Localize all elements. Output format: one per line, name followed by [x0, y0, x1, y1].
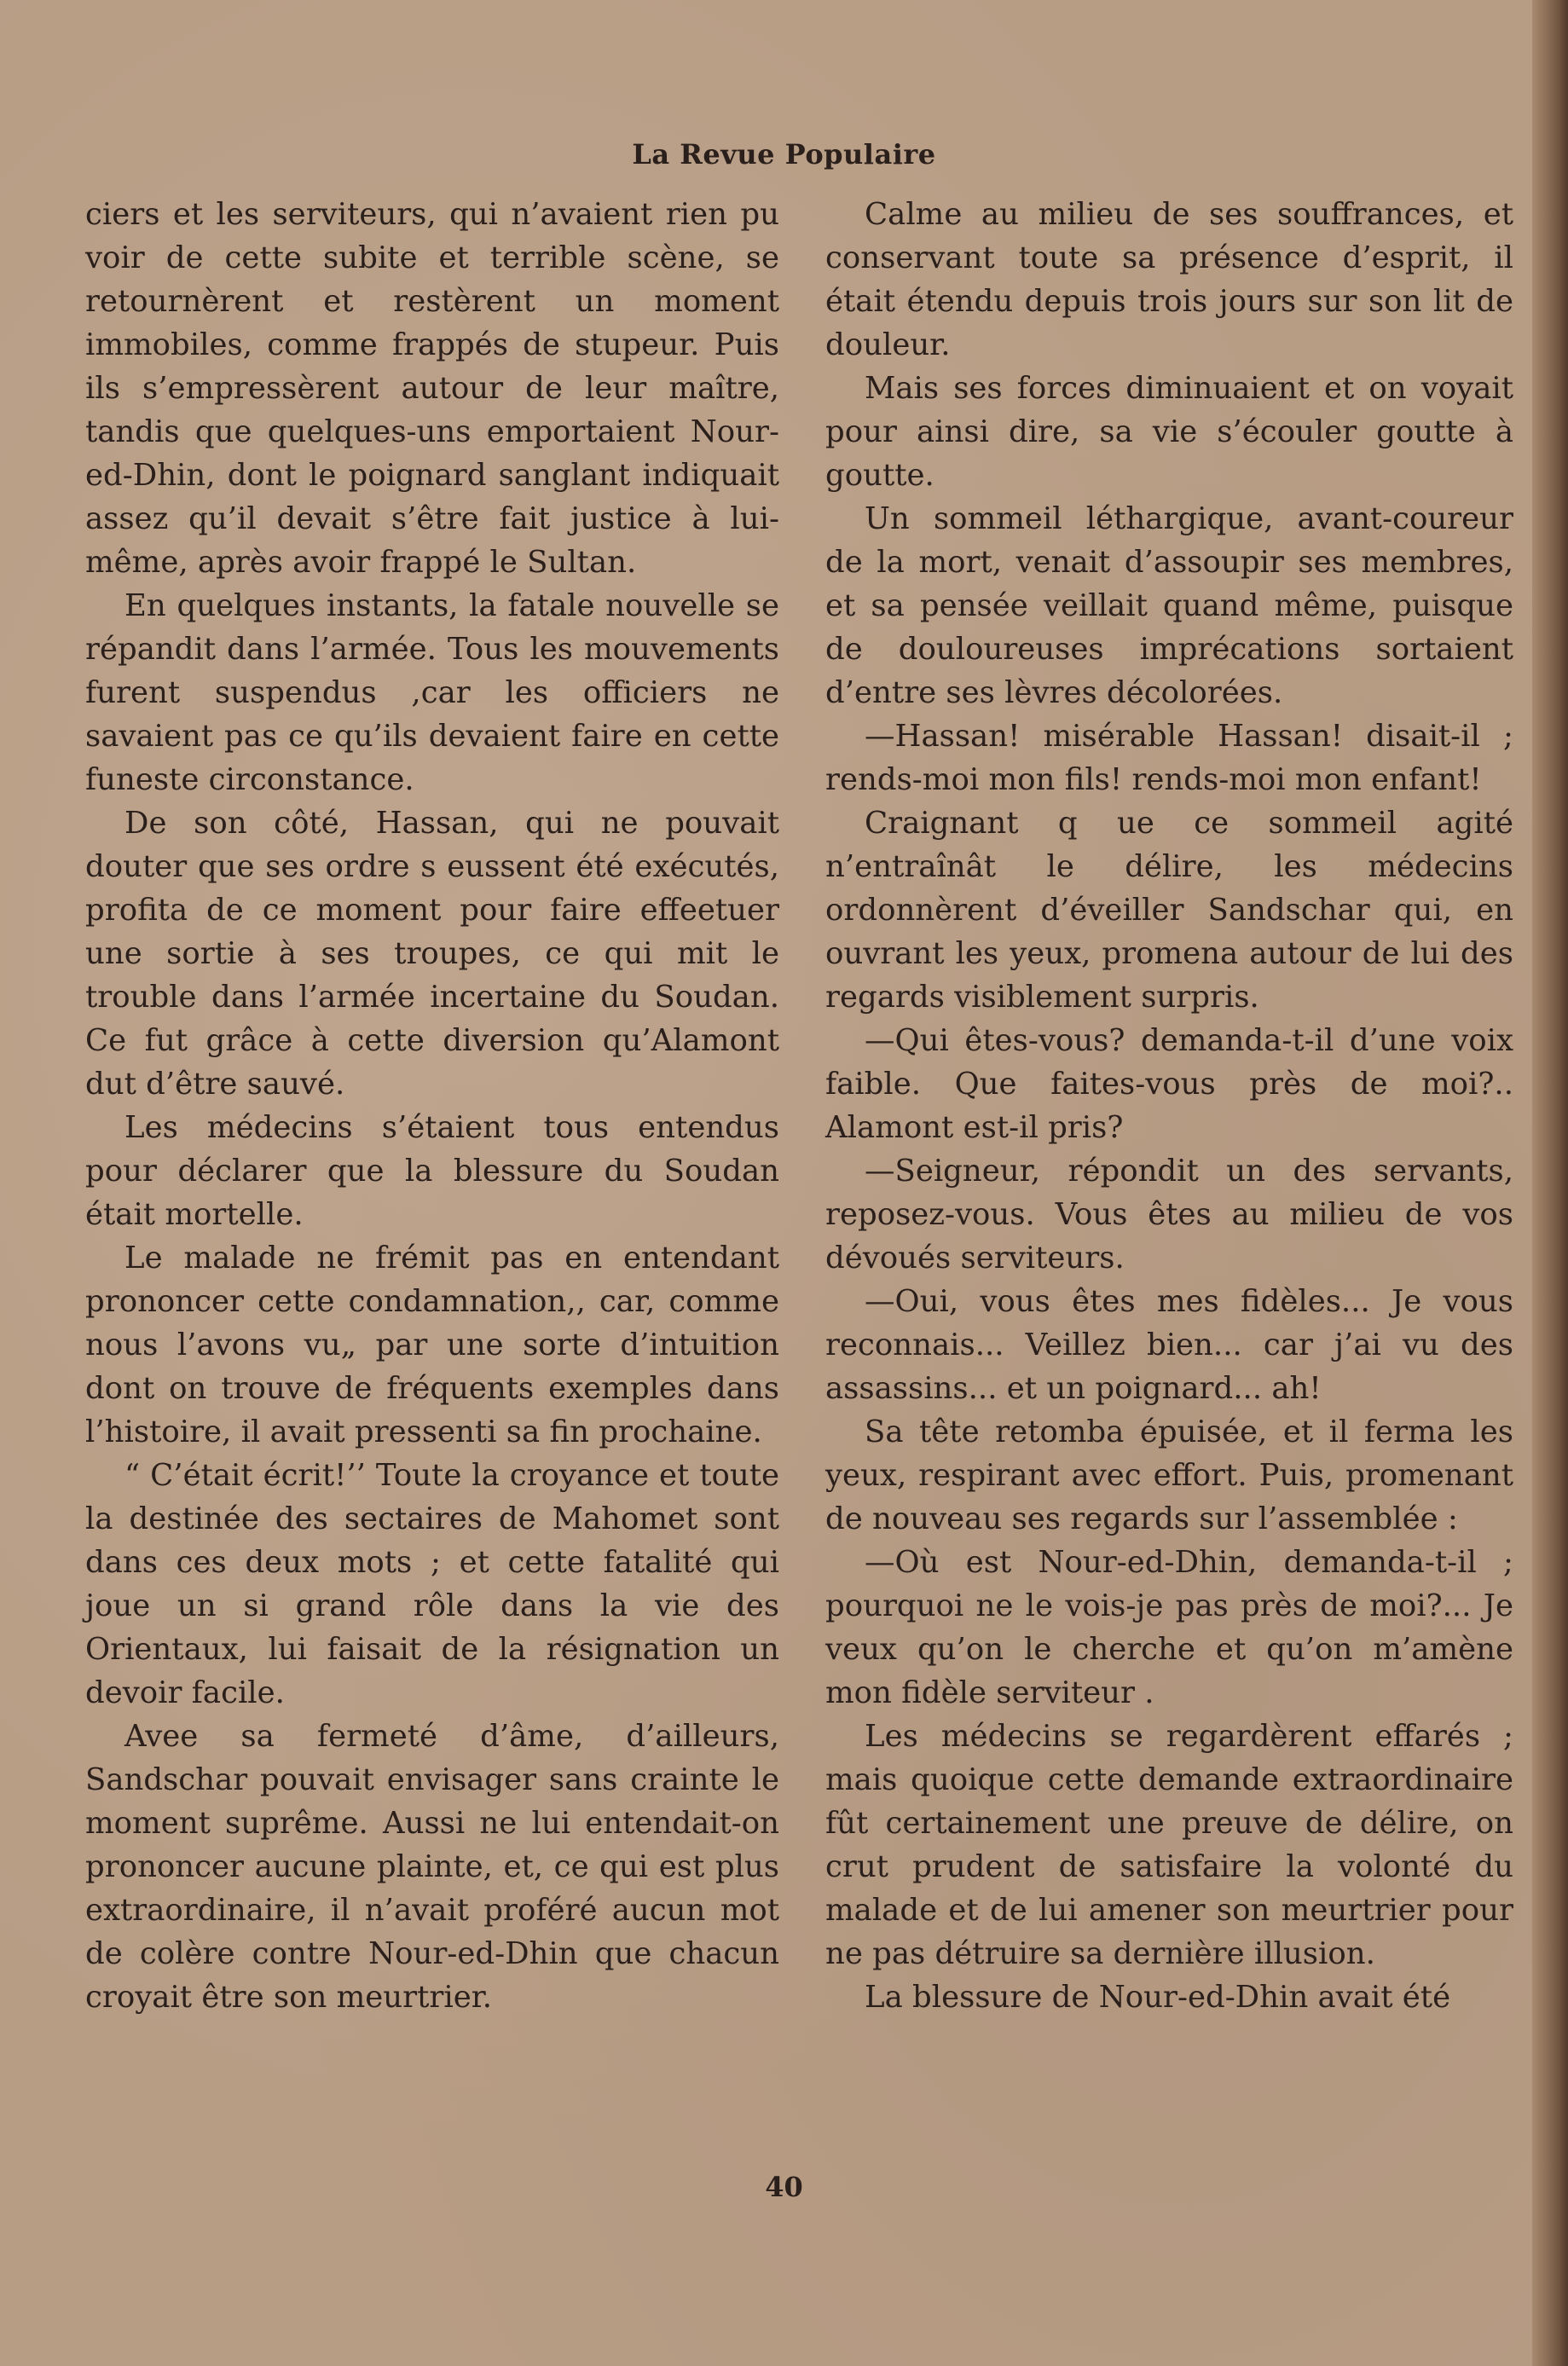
- paragraph: Le malade ne frémit pas en entendant prononcer cette condamnation,, car, comme nous l’avons vu„ par une sorte d’intuition dont on trouve de fréquents exemples dans l’histoire, il avait pressenti sa fin prochaine.: [85, 1241, 779, 1449]
- paragraph: ciers et les serviteurs, qui n’avaient rien pu voir de cette subite et terrible scène, se retournèrent et restèrent un moment immobiles, comme frappés de stupeur. Puis ils s’empressèrent autour de leur maître, tandis que quelques-uns emportaient Nour-ed-Dhin, dont le poignard sanglant indiquait assez qu’il devait s’être fait justice à lui-même, après avoir frappé le Sultan.: [85, 197, 779, 580]
- paragraph: Sa tête retomba épuisée, et il ferma les yeux, respirant avec effort. Puis, promenant de nouveau ses regards sur l’assemblée :: [825, 1414, 1513, 1536]
- paragraph: —Seigneur, répondit un des servants, reposez-vous. Vous êtes au milieu de vos dévoués serviteurs.: [825, 1154, 1513, 1276]
- running-header: La Revue Populaire: [632, 138, 936, 171]
- paragraph: La blessure de Nour-ed-Dhin avait été: [865, 1980, 1451, 2015]
- paragraph: Craignant q ue ce sommeil agité n’entraînât le délire, les médecins ordonnèrent d’éveiller Sandschar qui, en ouvrant les yeux, promena autour de lui des regards visiblement surpris.: [825, 806, 1513, 1015]
- page-number: 40: [765, 2171, 803, 2203]
- paragraph: De son côté, Hassan, qui ne pouvait douter que ses ordre s eussent été exécutés, profita de ce moment pour faire effeetuer une sortie à ses troupes, ce qui mit le trouble dans l’armée incertaine du Soudan. Ce fut grâce à cette diversion qu’Alamont dut d’être sauvé.: [85, 806, 779, 1102]
- paragraph: “ C’était écrit!’’ Toute la croyance et toute la destinée des sectaires de Mahomet sont dans ces deux mots ; et cette fatalité qui joue un si grand rôle dans la vie des Orientaux, lui faisait de la résignation un devoir facile.: [85, 1458, 779, 1710]
- paragraph: Avee sa fermeté d’âme, d’ailleurs, Sandschar pouvait envisager sans crainte le moment suprême. Aussi ne lui entendait-on prononcer aucune plainte, et, ce qui est plus extraordinaire, il n’avait proféré aucun mot de colère contre Nour-ed-Dhin que chacun croyait être son meurtrier.: [85, 1719, 779, 2015]
- paragraph: En quelques instants, la fatale nouvelle se répandit dans l’armée. Tous les mouvements furent suspendus ,car les officiers ne savaient pas ce qu’ils devaient faire en cette funeste circonstance.: [85, 588, 779, 797]
- page-edge: [1532, 0, 1568, 2366]
- right-column: [825, 193, 1513, 2019]
- paragraph: Un sommeil léthargique, avant-coureur de la mort, venait d’assoupir ses membres, et sa pensée veillait quand même, puisque de douloureuses imprécations sortaient d’entre ses lèvres décolorées.: [825, 501, 1513, 710]
- paragraph: —Où est Nour-ed-Dhin, demanda-t-il ; pourquoi ne le vois-je pas près de moi?... Je veux qu’on le cherche et qu’on m’amène mon fidèle serviteur .: [825, 1545, 1513, 1710]
- paragraph: Calme au milieu de ses souffrances, et conservant toute sa présence d’esprit, il était étendu depuis trois jours sur son lit de douleur.: [825, 197, 1513, 362]
- paragraph: Mais ses forces diminuaient et on voyait pour ainsi dire, sa vie s’écouler goutte à goutte.: [825, 371, 1513, 493]
- left-column: [85, 193, 779, 2019]
- paragraph: Les médecins s’étaient tous entendus pour déclarer que la blessure du Soudan était mortelle.: [85, 1110, 779, 1232]
- paragraph: Les médecins se regardèrent effarés ; mais quoique cette demande extraordinaire fût certainement une preuve de délire, on crut prudent de satisfaire la volonté du malade et de lui amener son meurtrier pour ne pas détruire sa dernière illusion.: [825, 1719, 1513, 1971]
- paragraph: —Oui, vous êtes mes fidèles... Je vous reconnais... Veillez bien... car j’ai vu des assassins... et un poignard... ah!: [825, 1284, 1513, 1406]
- paragraph: —Qui êtes-vous? demanda-t-il d’une voix faible. Que faites-vous près de moi?.. Alamont est-il pris?: [825, 1023, 1513, 1145]
- paragraph: —Hassan! misérable Hassan! disait-il ; rends-moi mon fils! rends-moi mon enfant!: [825, 719, 1513, 797]
